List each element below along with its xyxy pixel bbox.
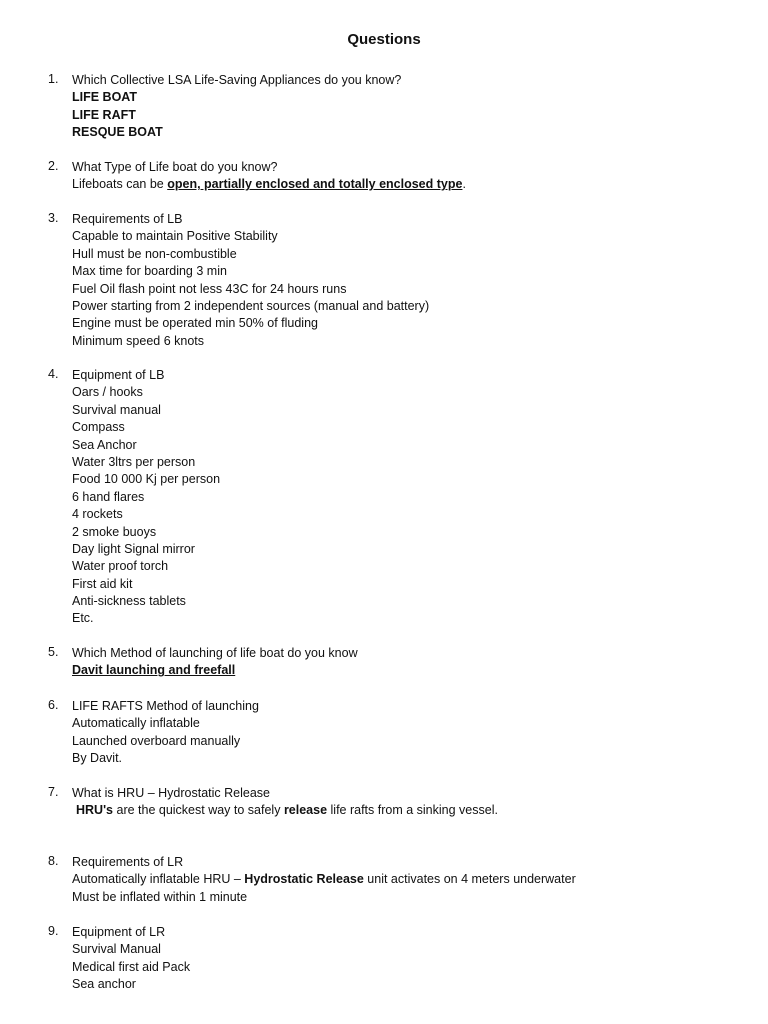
answer-text: life rafts from a sinking vessel.	[327, 803, 498, 818]
answer-line: Max time for boarding 3 min	[72, 264, 227, 279]
answer-line: Water 3ltrs per person	[72, 454, 196, 469]
answer-line	[72, 176, 752, 193]
answer-line: LIFE BOAT	[72, 90, 138, 105]
answer-bold: release	[283, 803, 328, 818]
question-number: 3.	[48, 211, 59, 225]
answer-line: Engine must be operated min 50% of fluding	[72, 316, 318, 331]
answer-line: Medical first aid Pack	[72, 959, 191, 974]
answer-line: Etc.	[72, 611, 94, 626]
answer-line: Launched overboard manually	[72, 733, 241, 748]
question-number: 4.	[48, 367, 59, 381]
answer-line: Minimum speed 6 knots	[72, 333, 205, 348]
answer-text: .	[462, 177, 466, 192]
answer-emphasis: open, partially enclosed and totally enclosed type	[167, 177, 463, 192]
question-text: Which Collective LSA Life-Saving Appliances do you know?	[72, 73, 402, 87]
question-number: 9.	[48, 924, 59, 938]
answer-text: unit activates on 4 meters underwater	[363, 872, 576, 887]
question-number: 5.	[48, 645, 59, 659]
question-text: Which Method of launching of life boat do you know	[72, 646, 358, 660]
answer-line: Oars / hooks	[72, 385, 143, 400]
question-number: 8.	[48, 854, 59, 868]
answer-text: are the quickest way to safely	[113, 803, 284, 818]
question-text: Equipment of LB	[72, 368, 165, 382]
answer-line: Food 10 000 Kj per person	[72, 472, 221, 487]
answer-line: LIFE RAFT	[72, 107, 136, 122]
answer-line: By Davit.	[72, 751, 123, 766]
answer-line: Capable to maintain Positive Stability	[72, 229, 278, 244]
answer-line: 6 hand flares	[72, 489, 145, 504]
question-number: 2.	[48, 159, 59, 173]
answer-line: 4 rockets	[72, 507, 123, 522]
answer-line: Automatically inflatable	[72, 716, 200, 731]
question-text: LIFE RAFTS Method of launching	[72, 699, 259, 713]
question-text: What is HRU – Hydrostatic Release	[72, 786, 270, 800]
page-title: Questions	[347, 31, 421, 48]
question-number: 6.	[48, 698, 59, 712]
answer-text: Automatically inflatable HRU –	[72, 872, 245, 887]
answer-line: Fuel Oil flash point not less 43C for 24 hours runs	[72, 281, 347, 296]
answer-line	[72, 802, 752, 819]
question-text: Requirements of LR	[72, 855, 184, 869]
answer-line: First aid kit	[72, 576, 133, 591]
answer-line: Day light Signal mirror	[72, 541, 195, 556]
answer-text: Lifeboats can be	[72, 177, 168, 192]
answer-line	[72, 871, 752, 888]
answer-line: Water proof torch	[72, 559, 169, 574]
answer-line: 2 smoke buoys	[72, 524, 157, 539]
answer-line: Survival manual	[72, 402, 161, 417]
answer-emphasis: Davit launching and freefall	[72, 663, 236, 678]
answer-line: RESQUE BOAT	[72, 125, 163, 140]
question-text: What Type of Life boat do you know?	[72, 160, 278, 174]
answer-line: Survival Manual	[72, 942, 161, 957]
answer-line: Must be inflated within 1 minute	[72, 889, 248, 904]
answer-line: Sea anchor	[72, 977, 136, 992]
answer-line: Sea Anchor	[72, 437, 137, 452]
answer-bold: HRU's	[76, 803, 114, 818]
question-number: 7.	[48, 785, 59, 799]
answer-line: Anti-sickness tablets	[72, 594, 186, 609]
answer-line: Compass	[72, 420, 125, 435]
answer-line: Hull must be non-combustible	[72, 246, 237, 261]
answer-line: Power starting from 2 independent sources (manual and battery)	[72, 298, 430, 313]
question-number: 1.	[48, 72, 59, 86]
answer-bold: Hydrostatic Release	[244, 872, 364, 887]
question-text: Requirements of LB	[72, 212, 183, 226]
question-text: Equipment of LR	[72, 925, 166, 939]
